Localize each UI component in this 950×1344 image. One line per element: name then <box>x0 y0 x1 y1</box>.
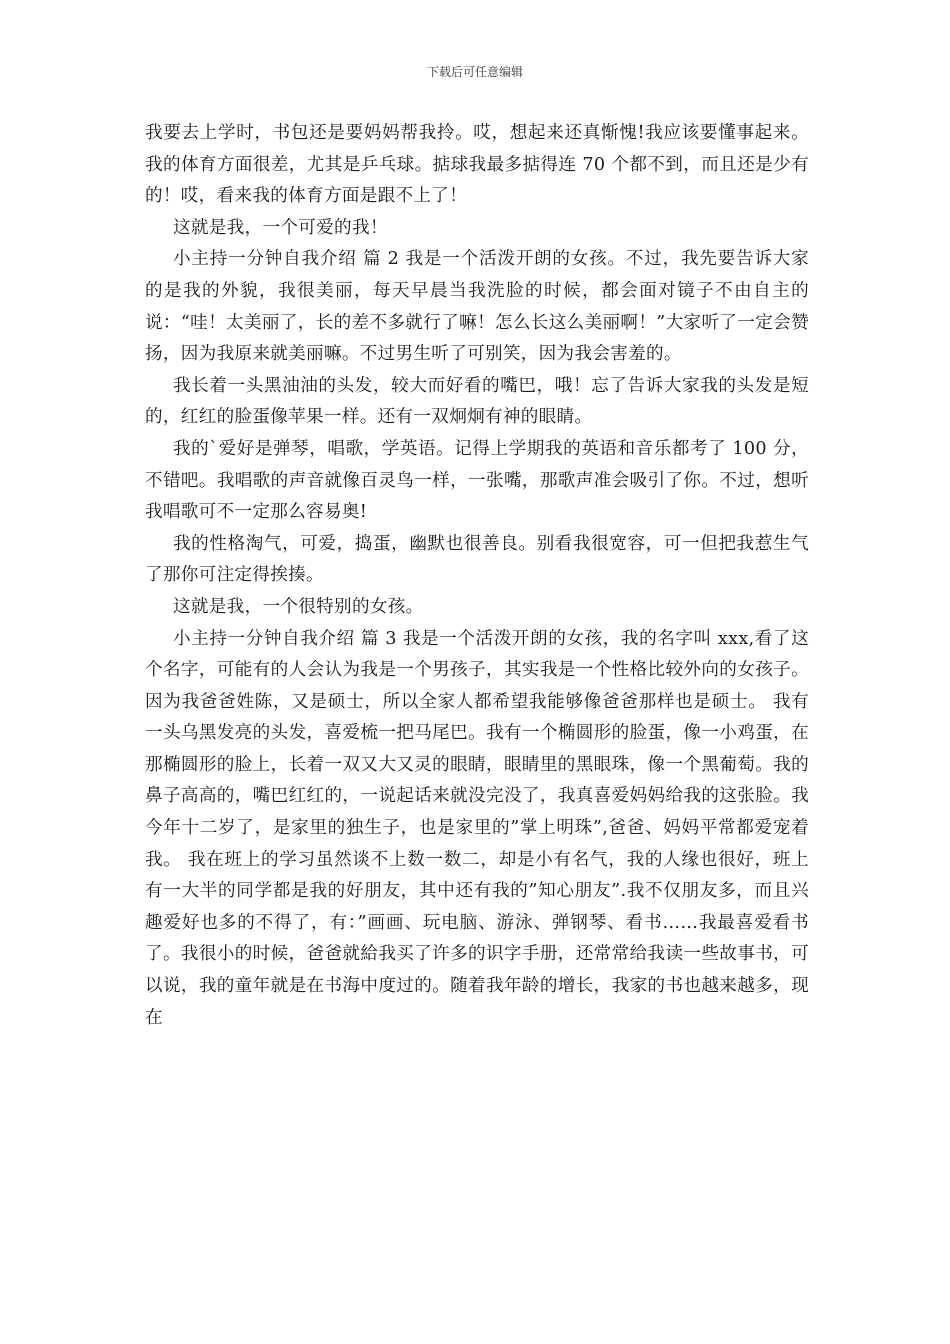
paragraph-5: 我的`爱好是弹琴，唱歌，学英语。记得上学期我的英语和音乐都考了 100 分，不错吧。我唱歌的声音就像百灵鸟一样，一张嘴，那歌声准会吸引了你。不过，想听我唱歌可不一定那么容易奥! <box>145 438 809 523</box>
paragraph-1: 我要去上学时，书包还是要妈妈帮我拎。哎，想起来还真惭愧!我应该要懂事起来。我的体育方面很差，尤其是乒乓球。掂球我最多掂得连 70 个都不到，而且还是少有的！哎，看来我的体育方面是跟不上了！ <box>145 123 809 207</box>
paragraph-7: 这就是我，一个很特别的女孩。 <box>173 596 424 617</box>
paragraph-8: 小主持一分钟自我介绍 篇 3 我是一个活泼开朗的女孩，我的名字叫 xxx,看了这个名字，可能有的人会认为我是一个男孩子，其实我是一个性格比较外向的女孩子。因为我爸爸姓陈，又是硕士，所以全家人都希望我能够像爸爸那样也是硕士。 我有一头乌黑发亮的头发，喜爱梳一把马尾巴。我有一个椭圆形的脸蛋，像一小鸡蛋，在那椭圆形的脸上，长着一双又大又灵的眼睛，眼睛里的黑眼珠，像一个黑葡萄。我的鼻子高高的，嘴巴红红的，一说起话来就没完没了，我真喜爱妈妈给我的这张脸。我今年十二岁了，是家里的独生子，也是家里的”掌上明珠”,爸爸、妈妈平常都爱宠着我。 我在班上的学习虽然谈不上数一数二，却是小有名气，我的人缘也很好，班上有一大半的同学都是我的好朋友，其中还有我的”知心朋友”.我不仅朋友多，而且兴趣爱好也多的不得了，有：”画画、玩电脑、游泳、弹钢琴、看书……我最喜爱看书了。我很小的时候，爸爸就給我买了许多的识字手册，还常常给我读一些故事书，可以说，我的童年就是在书海中度过的。随着我年龄的增长，我家的书也越来越多，现在 <box>145 628 809 1028</box>
page-header: 下载后可任意编辑 <box>426 65 523 79</box>
document-body <box>145 118 809 1034</box>
paragraph-6: 我的性格淘气，可爱，捣蛋，幽默也很善良。别看我很宽容，可一但把我惹生气了那你可注定得挨揍。 <box>145 533 809 586</box>
paragraph-3: 小主持一分钟自我介绍 篇 2 我是一个活泼开朗的女孩。不过，我先要告诉大家的是我的外貌，我很美丽，每天早晨当我洗脸的时候，都会面对镜子不由自主的说：“哇！太美丽了，长的差不多就行了嘛！怎么长这么美丽啊！”大家听了一定会赞扬，因为我原来就美丽嘛。不过男生听了可别笑，因为我会害羞的。 <box>145 249 809 365</box>
paragraph-2: 这就是我，一个可爱的我！ <box>173 217 388 238</box>
paragraph-4: 我长着一头黑油油的头发，较大而好看的嘴巴，哦！忘了告诉大家我的头发是短的，红红的脸蛋像苹果一样。还有一双炯炯有神的眼睛。 <box>145 375 809 428</box>
